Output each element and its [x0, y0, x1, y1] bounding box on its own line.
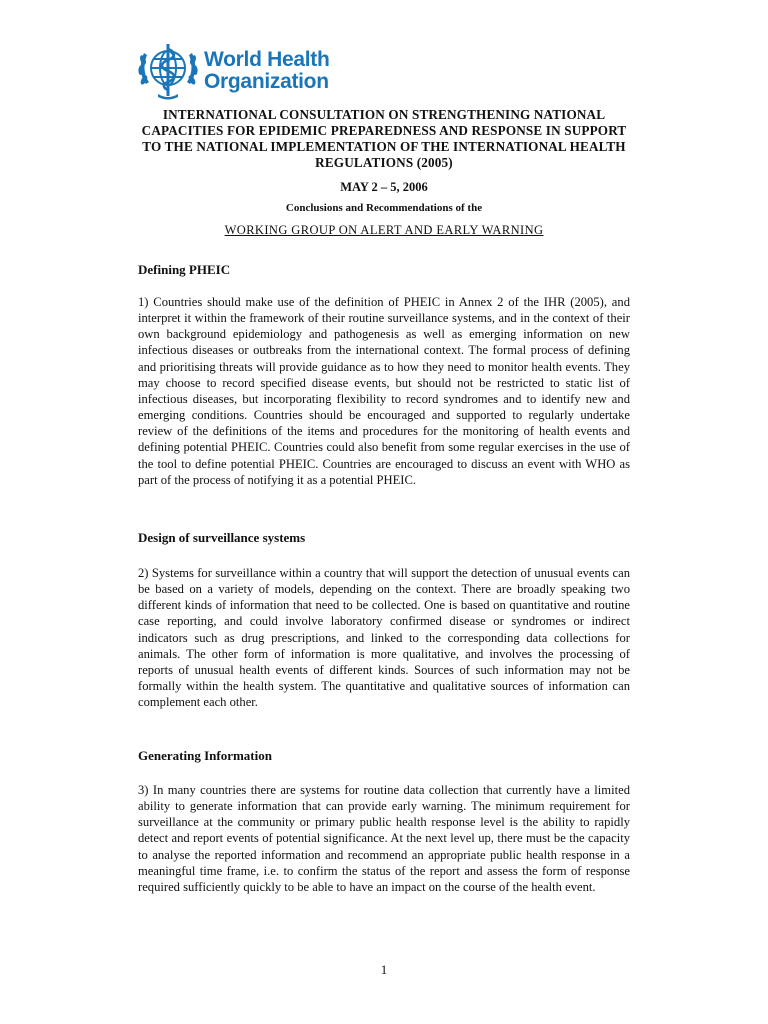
who-logo	[136, 40, 330, 102]
section-heading-surveillance-design: Design of surveillance systems	[138, 530, 306, 545]
section-heading-defining-pheic: Defining PHEIC	[138, 262, 231, 277]
who-logo-text	[204, 49, 330, 93]
page-number: 1	[380, 962, 388, 977]
working-group-heading	[138, 223, 630, 238]
who-emblem-icon	[136, 40, 200, 102]
document-title: INTERNATIONAL CONSULTATION ON STRENGTHENING NATIONAL CAPACITIES FOR EPIDEMIC PREPAREDNESS AND RESPONSE IN SUPPORT TO THE NATIONAL IMPLEMENTATION OF THE INTERNATIONAL HEALTH REGULATIONS (2005)	[141, 107, 627, 170]
working-group-name: WORKING GROUP ON ALERT AND EARLY WARNING	[224, 223, 544, 237]
paragraph-surveillance-design: 2) Systems for surveillance within a country that will support the detection of unusual events can be based on a variety of models, depending on the context. There are broadly speaking two different kinds of information that need to be collected. One is based on quantitative and routine case reporting, and could involve laboratory confirmed disease or syndromes or indirect indicators such as drug prescriptions, and linked to the corresponding data collections for animals. The other form of information is more qualitative, and involves the processing of reports of unusual health events of different kinds. Sources of such information may not be formally within the health system. The quantitative and qualitative sources of information can complement each other.	[138, 566, 630, 710]
consultation-date: MAY 2 – 5, 2006	[340, 180, 428, 194]
paragraph-defining-pheic: 1) Countries should make use of the definition of PHEIC in Annex 2 of the IHR (2005), and interpret it within the framework of their routine surveillance systems, and in the context of their own background epidemiology and pathogenesis as well as emerging information on new infectious diseases or outbreaks from the international context. The formal process of defining and prioritising threats will provide guidance as to how they need to monitor health events. They may choose to record specified disease events, but should not be restricted to static list of infectious diseases, but incorporating flexibility to record syndromes and to identify new and emerging conditions. Countries should be encouraged and supported to regularly undertake review of the definitions of the items and procedures for the monitoring of health events and defining potential PHEIC. Countries could also benefit from some regular exercises in the use of the tool to define potential PHEIC. Countries are encouraged to discuss an event with WHO as part of the process of notifying it as a potential PHEIC.	[138, 295, 630, 487]
paragraph-generating-information: 3) In many countries there are systems for routine data collection that currently have a limited ability to generate information that can provide early warning. The minimum requirement for surveillance at the community or primary public health response level is the ability to rapidly detect and report events of potential significance. At the next level up, there must be the capacity to analyse the reported information and recommend an appropriate public health response in a meaningful time frame, i.e. to confirm the status of the report and assess the form of response required sufficiently quickly to be able to have an impact on the course of the health event.	[138, 783, 630, 894]
section-heading-generating-information: Generating Information	[138, 748, 272, 763]
logo-line-2: Organization	[204, 70, 329, 93]
document-subtitle: Conclusions and Recommendations of the	[285, 202, 483, 214]
logo-line-1: World Health	[204, 48, 330, 71]
